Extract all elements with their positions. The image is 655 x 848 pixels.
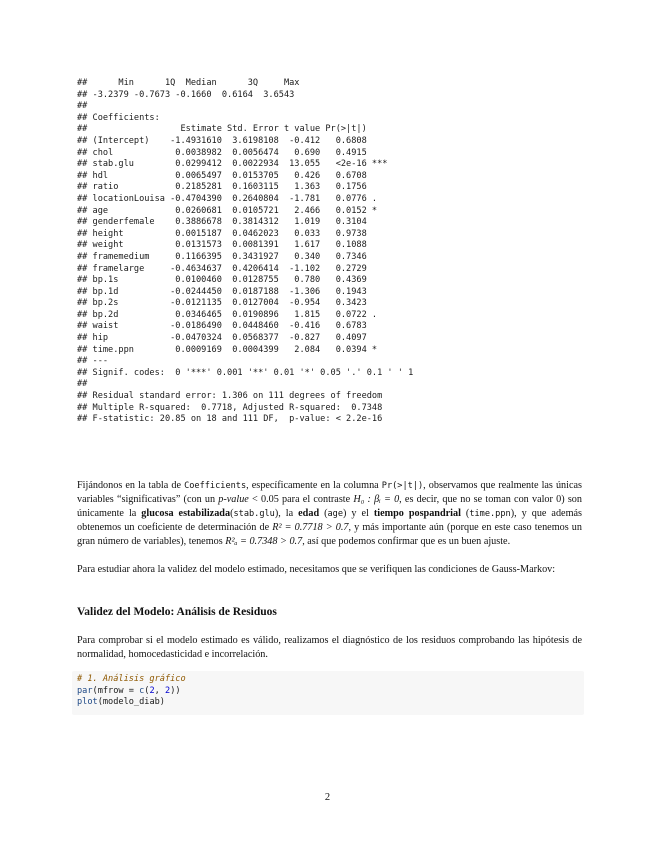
code-text: # 1. Análisis gráfico par(mfrow = c(2, 2)) plot(modelo_diab) [77,674,186,708]
output-line: ## bp.2d 0.0346465 0.0190896 1.815 0.0722 . [77,309,378,320]
output-line: ## time.ppn 0.0009169 0.0004399 2.084 0.0394 * [77,344,378,355]
output-line: ## stab.glu 0.0299412 0.0022934 13.055 <2e-16 *** [77,159,388,170]
output-line: ## bp.1d -0.0244450 0.0187188 -1.306 0.1943 [77,286,367,297]
output-line: ## genderfemale 0.3886678 0.3814312 1.019 0.3104 [77,217,367,228]
output-line: ## framemedium 0.1166395 0.3431927 0.340 0.7346 [77,251,367,262]
output-line: ## weight 0.0131573 0.0081391 1.617 0.1088 [77,240,367,251]
output-line: ## F-statistic: 20.85 on 18 and 111 DF, p-value: < 2.2e-16 [77,414,383,425]
output-line: ## bp.1s 0.0100460 0.0128755 0.780 0.4369 [77,275,367,286]
page-number: 2 [324,792,331,803]
section-heading: Validez del Modelo: Análisis de Residuos [77,606,277,618]
output-line: ## bp.2s -0.0121135 0.0127004 -0.954 0.3423 [77,298,367,309]
output-line: ## hip -0.0470324 0.0568377 -0.827 0.4097 [77,333,367,344]
r-regression-output [77,78,597,426]
paragraph-coefficients-analysis: Fijándonos en la tabla de Coefficients, específicamente en la columna Pr(>|t|), observamos que realmente las únicas variables “significativas” (con un p-value < 0.05 para el contraste H₀ : βᵢ = 0, es decir, que no se toman con valor 0) son únicamente la glucosa estabilizada(stab.glu), la edad (age) y el tiempo pospandrial (time.ppn), y que además obtenemos un coeficiente de determinación de R² = 0.7718 > 0.7, y más importante aún (porque en este caso tenemos un gran número de variables), tenemos R²ₐ = 0.7348 > 0.7, así que podemos confirmar que es un buen ajuste. [77,480,582,547]
output-line: ## chol 0.0038982 0.0056474 0.690 0.4915 [77,147,367,158]
output-line: ## -3.2379 -0.7673 -0.1660 0.6164 3.6543 [77,89,295,100]
code-block [72,671,584,715]
output-line: ## framelarge -0.4634637 0.4206414 -1.102 0.2729 [77,263,367,274]
output-line: ## hdl 0.0065497 0.0153705 0.426 0.6708 [77,170,367,181]
output-line: ## height 0.0015187 0.0462023 0.033 0.9738 [77,228,367,239]
output-line: ## Min 1Q Median 3Q Max [77,78,300,88]
output-line: ## waist -0.0186490 0.0448460 -0.416 0.6783 [77,321,367,332]
output-line: ## locationLouisa -0.4704390 0.2640804 -1.781 0.0776 . [77,193,378,204]
paragraph-residual-diagnosis: Para comprobar si el modelo estimado es válido, realizamos el diagnóstico de los residuos comprobando las hipótesis de normalidad, homocedasticidad e incorrelación. [77,635,582,660]
output-line: ## [77,379,88,390]
output-line: ## Coefficients: [77,112,160,123]
output-line: ## Signif. codes: 0 '***' 0.001 '**' 0.01 '*' 0.05 '.' 0.1 ' ' 1 [77,367,414,378]
paragraph-gauss-markov: Para estudiar ahora la validez del modelo estimado, necesitamos que se verifiquen las condiciones de Gauss-Markov: [77,564,556,575]
output-line: ## [77,101,88,112]
output-line: ## Residual standard error: 1.306 on 111 degrees of freedom [77,391,383,402]
code-comment: # 1. Análisis gráfico [77,674,186,684]
output-line: ## age 0.0260681 0.0105721 2.466 0.0152 * [77,205,378,216]
output-line: ## --- [77,356,109,367]
output-line: ## Multiple R-squared: 0.7718, Adjusted R-squared: 0.7348 [77,402,383,413]
output-line: ## Estimate Std. Error t value Pr(>|t|) [77,124,367,135]
output-line: ## (Intercept) -1.4931610 3.6198108 -0.412 0.6808 [77,135,367,146]
output-line: ## ratio 0.2185281 0.1603115 1.363 0.1756 [77,182,367,193]
